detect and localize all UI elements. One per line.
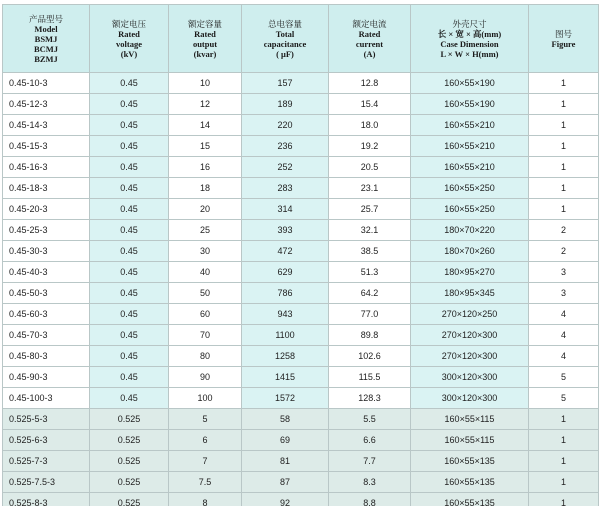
cell-figure: 1 [529, 94, 599, 115]
cell-voltage: 0.525 [90, 451, 169, 472]
header-rated-current [329, 5, 411, 73]
cell-voltage: 0.45 [90, 73, 169, 94]
header-case-dimension [411, 5, 529, 73]
cell-model: 0.45-25-3 [3, 220, 90, 241]
table-row [3, 94, 599, 115]
cell-capacitance: 283 [242, 178, 329, 199]
cell-figure: 1 [529, 199, 599, 220]
cell-output: 6 [169, 430, 242, 451]
header-label-en: Rated [118, 28, 140, 39]
table-row [3, 262, 599, 283]
header-label-en: L × W × H(mm) [440, 48, 499, 59]
cell-figure: 1 [529, 73, 599, 94]
cell-voltage: 0.45 [90, 178, 169, 199]
cell-figure: 2 [529, 241, 599, 262]
cell-voltage: 0.45 [90, 283, 169, 304]
cell-dimension: 270×120×300 [411, 346, 529, 367]
header-label-en: Rated [194, 28, 216, 39]
table-row [3, 199, 599, 220]
table-row [3, 388, 599, 409]
cell-figure: 1 [529, 115, 599, 136]
cell-current: 51.3 [329, 262, 411, 283]
table-header [3, 5, 599, 73]
cell-dimension: 180×70×220 [411, 220, 529, 241]
cell-dimension: 180×95×345 [411, 283, 529, 304]
cell-model: 0.45-70-3 [3, 325, 90, 346]
cell-figure: 1 [529, 451, 599, 472]
table-body [3, 73, 599, 506]
cell-output: 7 [169, 451, 242, 472]
cell-dimension: 300×120×300 [411, 388, 529, 409]
cell-dimension: 160×55×210 [411, 157, 529, 178]
header-row [3, 5, 599, 73]
header-label-en: output [192, 38, 218, 49]
cell-dimension: 270×120×250 [411, 304, 529, 325]
cell-voltage: 0.525 [90, 409, 169, 430]
cell-output: 40 [169, 262, 242, 283]
cell-figure: 1 [529, 472, 599, 493]
cell-current: 5.5 [329, 409, 411, 430]
header-label-en: capacitance [263, 38, 307, 49]
cell-output: 80 [169, 346, 242, 367]
cell-voltage: 0.45 [90, 388, 169, 409]
cell-current: 77.0 [329, 304, 411, 325]
cell-capacitance: 69 [242, 430, 329, 451]
cell-output: 100 [169, 388, 242, 409]
cell-output: 16 [169, 157, 242, 178]
cell-dimension: 160×55×190 [411, 94, 529, 115]
cell-model: 0.45-80-3 [3, 346, 90, 367]
table-row [3, 430, 599, 451]
table-row [3, 493, 599, 506]
cell-voltage: 0.525 [90, 430, 169, 451]
table-row [3, 451, 599, 472]
table-row [3, 241, 599, 262]
cell-output: 12 [169, 94, 242, 115]
cell-capacitance: 81 [242, 451, 329, 472]
cell-figure: 1 [529, 136, 599, 157]
cell-current: 89.8 [329, 325, 411, 346]
cell-voltage: 0.45 [90, 325, 169, 346]
cell-figure: 4 [529, 325, 599, 346]
cell-current: 115.5 [329, 367, 411, 388]
cell-capacitance: 189 [242, 94, 329, 115]
cell-model: 0.525-5-3 [3, 409, 90, 430]
cell-figure: 4 [529, 346, 599, 367]
cell-model: 0.45-30-3 [3, 241, 90, 262]
table-row [3, 73, 599, 94]
header-rated-voltage [90, 5, 169, 73]
header-label-zh: 外壳尺寸 [452, 18, 487, 29]
cell-capacitance: 1572 [242, 388, 329, 409]
cell-capacitance: 1415 [242, 367, 329, 388]
cell-output: 90 [169, 367, 242, 388]
cell-dimension: 160×55×190 [411, 73, 529, 94]
cell-capacitance: 314 [242, 199, 329, 220]
cell-model: 0.45-18-3 [3, 178, 90, 199]
cell-figure: 1 [529, 493, 599, 506]
cell-capacitance: 252 [242, 157, 329, 178]
cell-voltage: 0.45 [90, 199, 169, 220]
cell-capacitance: 157 [242, 73, 329, 94]
header-label-en: (A) [363, 48, 376, 59]
cell-figure: 2 [529, 220, 599, 241]
cell-voltage: 0.45 [90, 157, 169, 178]
table-row [3, 367, 599, 388]
cell-voltage: 0.525 [90, 472, 169, 493]
table-row [3, 178, 599, 199]
cell-voltage: 0.45 [90, 346, 169, 367]
cell-current: 32.1 [329, 220, 411, 241]
cell-output: 8 [169, 493, 242, 506]
cell-current: 7.7 [329, 451, 411, 472]
cell-current: 64.2 [329, 283, 411, 304]
cell-model: 0.45-100-3 [3, 388, 90, 409]
header-label-en: current [355, 38, 384, 49]
cell-voltage: 0.45 [90, 94, 169, 115]
cell-current: 20.5 [329, 157, 411, 178]
cell-figure: 4 [529, 304, 599, 325]
cell-output: 50 [169, 283, 242, 304]
cell-capacitance: 87 [242, 472, 329, 493]
cell-output: 60 [169, 304, 242, 325]
cell-figure: 5 [529, 388, 599, 409]
cell-figure: 5 [529, 367, 599, 388]
cell-capacitance: 220 [242, 115, 329, 136]
table-row [3, 157, 599, 178]
header-label-en: BSMJ [34, 33, 58, 44]
cell-model: 0.525-7.5-3 [3, 472, 90, 493]
table-row [3, 409, 599, 430]
cell-dimension: 160×55×135 [411, 472, 529, 493]
cell-output: 30 [169, 241, 242, 262]
header-label-en: BCMJ [33, 43, 59, 54]
cell-model: 0.45-40-3 [3, 262, 90, 283]
cell-output: 25 [169, 220, 242, 241]
cell-model: 0.45-12-3 [3, 94, 90, 115]
header-label-en: ( μF) [276, 48, 294, 59]
cell-figure: 3 [529, 262, 599, 283]
cell-voltage: 0.525 [90, 493, 169, 506]
cell-model: 0.45-10-3 [3, 73, 90, 94]
cell-output: 10 [169, 73, 242, 94]
cell-output: 18 [169, 178, 242, 199]
header-label-en: (kvar) [193, 48, 217, 59]
cell-capacitance: 786 [242, 283, 329, 304]
cell-capacitance: 393 [242, 220, 329, 241]
cell-model: 0.45-90-3 [3, 367, 90, 388]
cell-figure: 1 [529, 178, 599, 199]
header-label-en: 长 × 宽 × 高(mm) [437, 28, 502, 39]
header-label-en: voltage [116, 38, 142, 49]
cell-figure: 1 [529, 430, 599, 451]
cell-dimension: 180×95×270 [411, 262, 529, 283]
header-label-en: Total [275, 28, 295, 39]
cell-current: 102.6 [329, 346, 411, 367]
cell-current: 25.7 [329, 199, 411, 220]
cell-capacitance: 58 [242, 409, 329, 430]
header-label-zh: 额定电流 [352, 18, 387, 29]
header-figure [529, 5, 599, 73]
cell-capacitance: 1100 [242, 325, 329, 346]
cell-voltage: 0.45 [90, 136, 169, 157]
header-label-zh: 产品型号 [28, 13, 63, 24]
cell-capacitance: 236 [242, 136, 329, 157]
cell-model: 0.45-14-3 [3, 115, 90, 136]
cell-current: 6.6 [329, 430, 411, 451]
cell-current: 23.1 [329, 178, 411, 199]
cell-voltage: 0.45 [90, 220, 169, 241]
header-label-zh: 总电容量 [267, 18, 302, 29]
cell-figure: 1 [529, 157, 599, 178]
cell-figure: 3 [529, 283, 599, 304]
cell-output: 20 [169, 199, 242, 220]
cell-current: 38.5 [329, 241, 411, 262]
table-row [3, 325, 599, 346]
cell-current: 8.3 [329, 472, 411, 493]
cell-current: 12.8 [329, 73, 411, 94]
cell-voltage: 0.45 [90, 262, 169, 283]
cell-dimension: 160×55×250 [411, 199, 529, 220]
cell-output: 70 [169, 325, 242, 346]
header-rated-output [169, 5, 242, 73]
cell-dimension: 160×55×135 [411, 451, 529, 472]
cell-output: 7.5 [169, 472, 242, 493]
cell-dimension: 270×120×300 [411, 325, 529, 346]
cell-capacitance: 629 [242, 262, 329, 283]
cell-voltage: 0.45 [90, 367, 169, 388]
cell-dimension: 300×120×300 [411, 367, 529, 388]
header-label-en: Figure [551, 38, 576, 49]
cell-voltage: 0.45 [90, 115, 169, 136]
cell-model: 0.45-15-3 [3, 136, 90, 157]
cell-model: 0.45-60-3 [3, 304, 90, 325]
cell-figure: 1 [529, 409, 599, 430]
header-label-en: (kV) [120, 48, 138, 59]
cell-capacitance: 1258 [242, 346, 329, 367]
cell-model: 0.45-20-3 [3, 199, 90, 220]
cell-current: 8.8 [329, 493, 411, 506]
table-row [3, 136, 599, 157]
table-row [3, 115, 599, 136]
cell-current: 128.3 [329, 388, 411, 409]
cell-capacitance: 92 [242, 493, 329, 506]
header-label-en: Model [34, 23, 58, 34]
header-label-zh: 图号 [554, 28, 572, 39]
table-row [3, 472, 599, 493]
cell-dimension: 160×55×135 [411, 493, 529, 506]
header-label-zh: 额定电压 [111, 18, 146, 29]
table-row [3, 220, 599, 241]
cell-dimension: 160×55×210 [411, 115, 529, 136]
header-model [3, 5, 90, 73]
cell-output: 15 [169, 136, 242, 157]
cell-current: 15.4 [329, 94, 411, 115]
cell-current: 19.2 [329, 136, 411, 157]
header-label-zh: 额定容量 [187, 18, 222, 29]
cell-voltage: 0.45 [90, 241, 169, 262]
cell-dimension: 180×70×260 [411, 241, 529, 262]
header-label-en: Case Dimension [440, 38, 499, 49]
cell-dimension: 160×55×250 [411, 178, 529, 199]
header-label-en: BZMJ [34, 53, 58, 64]
table-row [3, 304, 599, 325]
cell-model: 0.525-8-3 [3, 493, 90, 506]
cell-dimension: 160×55×115 [411, 430, 529, 451]
cell-dimension: 160×55×115 [411, 409, 529, 430]
cell-capacitance: 472 [242, 241, 329, 262]
cell-voltage: 0.45 [90, 304, 169, 325]
table-row [3, 346, 599, 367]
table-row [3, 283, 599, 304]
header-label-en: Rated [358, 28, 381, 39]
cell-dimension: 160×55×210 [411, 136, 529, 157]
cell-output: 14 [169, 115, 242, 136]
header-total-capacitance [242, 5, 329, 73]
cell-capacitance: 943 [242, 304, 329, 325]
cell-model: 0.45-50-3 [3, 283, 90, 304]
cell-model: 0.45-16-3 [3, 157, 90, 178]
cell-current: 18.0 [329, 115, 411, 136]
cell-model: 0.525-6-3 [3, 430, 90, 451]
cell-model: 0.525-7-3 [3, 451, 90, 472]
capacitor-spec-table [2, 4, 599, 506]
cell-output: 5 [169, 409, 242, 430]
